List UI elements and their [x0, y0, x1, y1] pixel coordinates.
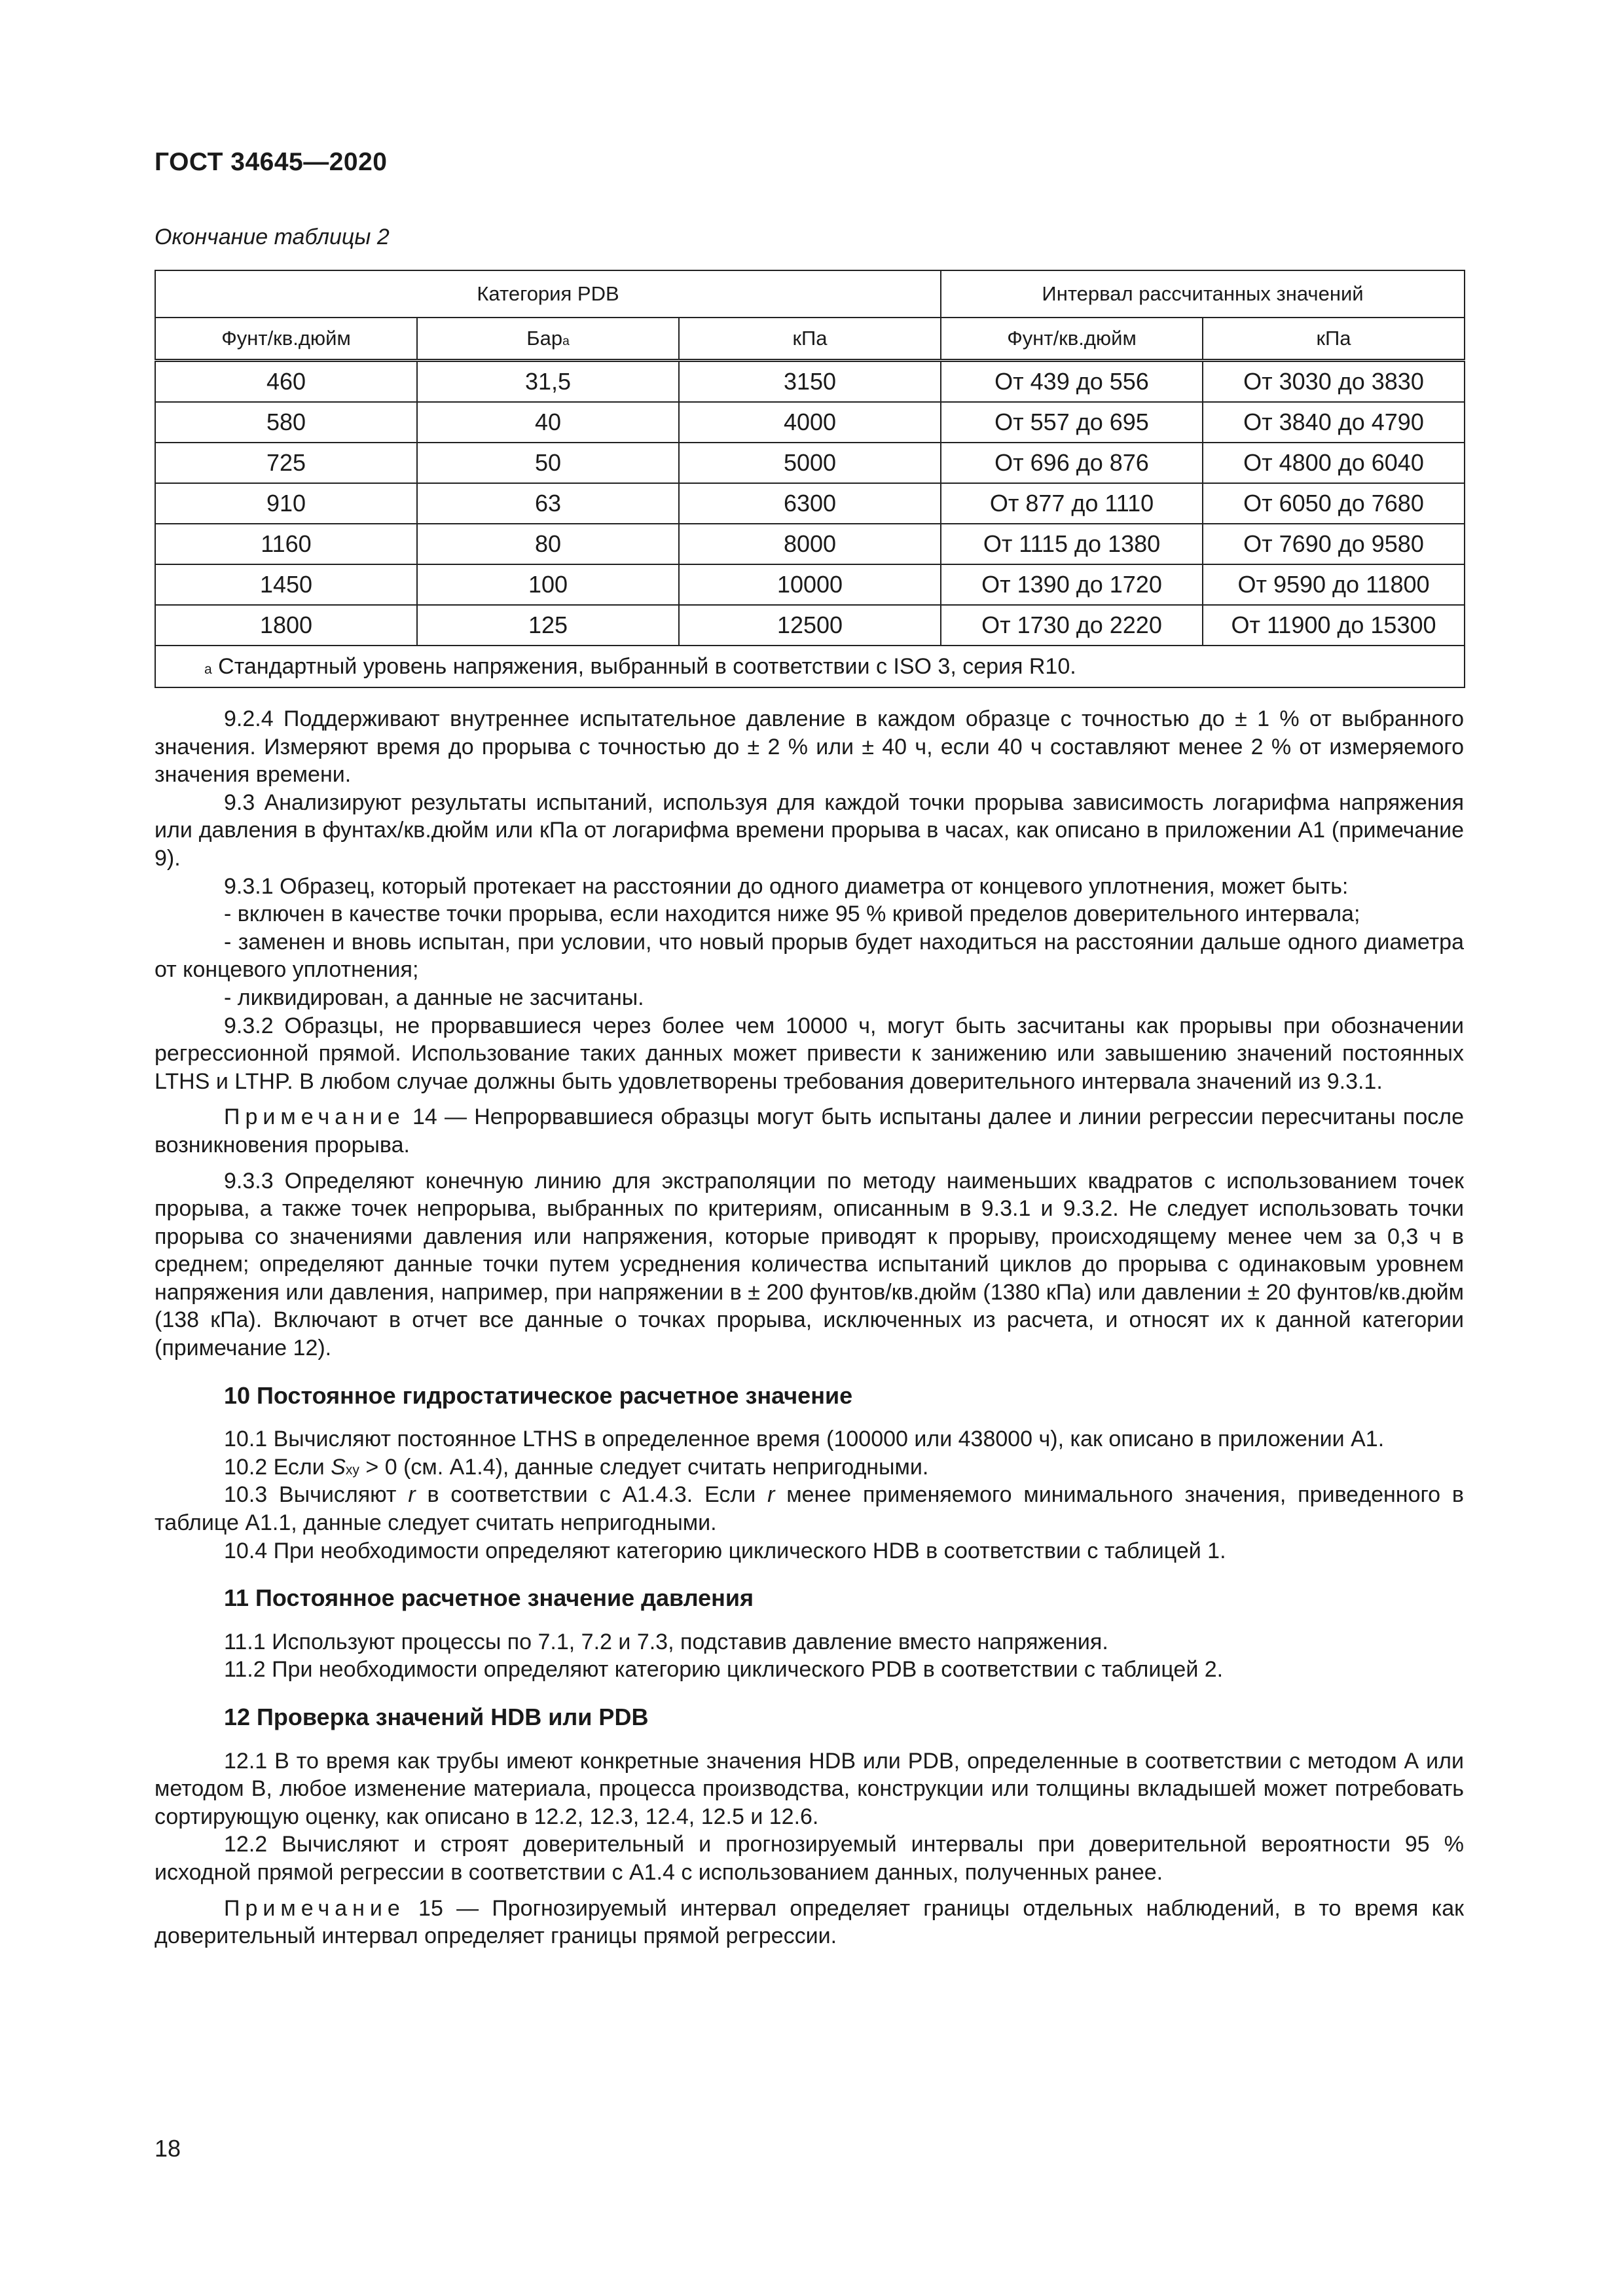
table-cell: 460 [155, 361, 417, 403]
note-14: Примечание 14 — Непрорвавшиеся образцы могут быть испытаны далее и линии регрессии пересчитаны после возникновения прорыва. [155, 1104, 1464, 1157]
section-heading-12: 12 Проверка значений HDB или PDB [224, 1704, 649, 1730]
table-cell: 8000 [679, 524, 941, 564]
table-cell: От 877 до 1110 [941, 483, 1203, 524]
table-cell: 6300 [679, 483, 941, 524]
table-cell: 580 [155, 402, 417, 443]
pdb-category-table [155, 270, 1465, 688]
paragraph-11-1: 11.1 Используют процессы по 7.1, 7.2 и 7.3, подставив давление вместо напряжения. [224, 1629, 1108, 1654]
paragraph-12-2: 12.2 Вычисляют и строят доверительный и прогнозируемый интервалы при доверительной вероятности 95 % исходной прямой регрессии в соответствии с А1.4 с использованием данных, полученных ранее. [155, 1832, 1464, 1885]
table-cell: От 1115 до 1380 [941, 524, 1203, 564]
note-label: Примечание [224, 1104, 405, 1130]
table-cell: От 9590 до 11800 [1203, 564, 1465, 605]
paragraph-9-2-4: 9.2.4 Поддерживают внутреннее испытательное давление в каждом образце с точностью до ± 1 % от выбранного значения. Измеряют время до прорыва с точностью до ± 2 % или ± 40 ч, если 40 ч составляют менее 2 % от измеряемого значения времени. [155, 706, 1464, 788]
paragraph-9-3-3: 9.3.3 Определяют конечную линию для экстраполяции по методу наименьших квадратов с использованием точек прорыва, а также точек непрорыва, выбранных по критериям, описанным в 9.3.1 и 9.3.2. Не следует использовать точки прорыва со значениями давления или напряжения, которые приводят к прорыву, происходящему менее чем за 0,3 ч в среднем; определяют данные точки путем усреднения количества испытаний циклов до прорыва с одинаковым уровнем напряжения или давления, например, при напряжении в ± 200 фунтов/кв.дюйм (1380 кПа) или давлении ± 20 фунтов/кв.дюйм (138 кПа). Включают в отчет все данные о точках прорыва, исключенных из расчета, и относят их к данной категории (примечание 12). [155, 1168, 1464, 1361]
table-cell: От 3030 до 3830 [1203, 361, 1465, 403]
table-cell: 31,5 [417, 361, 679, 403]
table-cell: 80 [417, 524, 679, 564]
paragraph-10-3: 10.3 Вычисляют r в соответствии с А1.4.3. Если r менее применяемого минимального значения, приведенного в таблице А1.1, данные следует считать непригодными. [155, 1482, 1464, 1536]
section-heading-11: 11 Постоянное расчетное значение давления [224, 1584, 754, 1612]
table-cell: От 557 до 695 [941, 402, 1203, 443]
paragraph-10-1: 10.1 Вычисляют постоянное LTHS в определенное время (100000 или 438000 ч), как описано в приложении А1. [224, 1427, 1385, 1452]
table-row [155, 443, 1465, 483]
table-row [155, 361, 1465, 403]
table-cell: 725 [155, 443, 417, 483]
page-number: 18 [155, 2135, 181, 2162]
paragraph-10-4: 10.4 При необходимости определяют категорию циклического HDB в соответствии с таблицей 1. [224, 1538, 1226, 1563]
table-cell: От 696 до 876 [941, 443, 1203, 483]
table-cell: 12500 [679, 605, 941, 646]
list-item: - ликвидирован, а данные не засчитаны. [224, 985, 644, 1010]
paragraph-9-3-2: 9.3.2 Образцы, не прорвавшиеся через более чем 10000 ч, могут быть засчитаны как прорывы при обозначении регрессионной прямой. Использование таких данных может привести к занижению или завышению значений постоянных LTHS и LTHP. В любом случае должны быть удовлетворены требования доверительного интервала значений из 9.3.1. [155, 1013, 1464, 1094]
table-cell: От 4800 до 6040 [1203, 443, 1465, 483]
document-header: ГОСТ 34645—2020 [155, 148, 388, 176]
subheader-kpa: кПа [679, 318, 941, 361]
document-body [155, 705, 1464, 1958]
table-cell: 1160 [155, 524, 417, 564]
table-row [155, 564, 1465, 605]
table-cell: 40 [417, 402, 679, 443]
table-cell: От 439 до 556 [941, 361, 1203, 403]
table-cell: 100 [417, 564, 679, 605]
subheader-bar: Бар$^a$ [417, 318, 679, 361]
table-cell: 910 [155, 483, 417, 524]
note-15: Примечание 15 — Прогнозируемый интервал определяет границы отдельных наблюдений, в то время как доверительный интервал определяет границы прямой регрессии. [155, 1895, 1464, 1949]
table-row [155, 402, 1465, 443]
table-cell: От 6050 до 7680 [1203, 483, 1465, 524]
table-cell: 1450 [155, 564, 417, 605]
table-row [155, 605, 1465, 646]
note-label: Примечание [224, 1895, 405, 1921]
table-footnote: $^a$ Стандартный уровень напряжения, выбранный в соответствии с ISO 3, серия R10. [155, 646, 1465, 687]
footnote-marker: a [204, 661, 212, 677]
list-item: - включен в качестве точки прорыва, если находится ниже 95 % кривой пределов доверительного интервала; [224, 902, 1360, 927]
table-cell: От 3840 до 4790 [1203, 402, 1465, 443]
paragraph-9-3: 9.3 Анализируют результаты испытаний, используя для каждой точки прорыва зависимость логарифма напряжения или давления в фунтах/кв.дюйм или кПа от логарифма времени прорыва в часах, как описано в приложении А1 (примечание 9). [155, 790, 1464, 871]
table-cell: От 7690 до 9580 [1203, 524, 1465, 564]
header-pdb-category: Категория PDB [155, 270, 941, 318]
table-cell: 125 [417, 605, 679, 646]
table-cell: 3150 [679, 361, 941, 403]
subheader-interval-kpa: кПа [1203, 318, 1465, 361]
subheader-psi: Фунт/кв.дюйм [155, 318, 417, 361]
table-cell: 50 [417, 443, 679, 483]
table-cell: От 1730 до 2220 [941, 605, 1203, 646]
paragraph-10-2: 10.2 Если $S_{xy} > 0$ (см. А1.4), данные следует считать непригодными. [224, 1454, 929, 1480]
paragraph-11-2: 11.2 При необходимости определяют категорию циклического PDB в соответствии с таблицей 2. [224, 1657, 1224, 1683]
table-cell: 4000 [679, 402, 941, 443]
paragraph-9-3-1: 9.3.1 Образец, который протекает на расстоянии до одного диаметра от концевого уплотнения, может быть: [224, 873, 1349, 899]
table-cell: 10000 [679, 564, 941, 605]
table-cell: 63 [417, 483, 679, 524]
section-heading-10: 10 Постоянное гидростатическое расчетное значение [224, 1381, 853, 1409]
table-caption: Окончание таблицы 2 [155, 225, 390, 249]
header-calculated-interval: Интервал рассчитанных значений [941, 270, 1465, 318]
paragraph-12-1: 12.1 В то время как трубы имеют конкретные значения HDB или PDB, определенные в соответствии с методом А или методом В, любое изменение материала, процесса производства, конструкции или толщины вкладышей может потребовать сортирующую оценку, как описано в 12.2, 12.3, 12.4, 12.5 и 12.6. [155, 1748, 1464, 1829]
table-cell: 1800 [155, 605, 417, 646]
footnote-marker: a [562, 335, 570, 348]
table-footnote-row [155, 646, 1465, 687]
table-cell: 5000 [679, 443, 941, 483]
table-cell: От 11900 до 15300 [1203, 605, 1465, 646]
table-cell: От 1390 до 1720 [941, 564, 1203, 605]
table-row [155, 524, 1465, 564]
subheader-interval-psi: Фунт/кв.дюйм [941, 318, 1203, 361]
list-item: - заменен и вновь испытан, при условии, что новый прорыв будет находиться на расстоянии дальше одного диаметра от концевого уплотнения; [155, 929, 1464, 983]
table-row [155, 483, 1465, 524]
